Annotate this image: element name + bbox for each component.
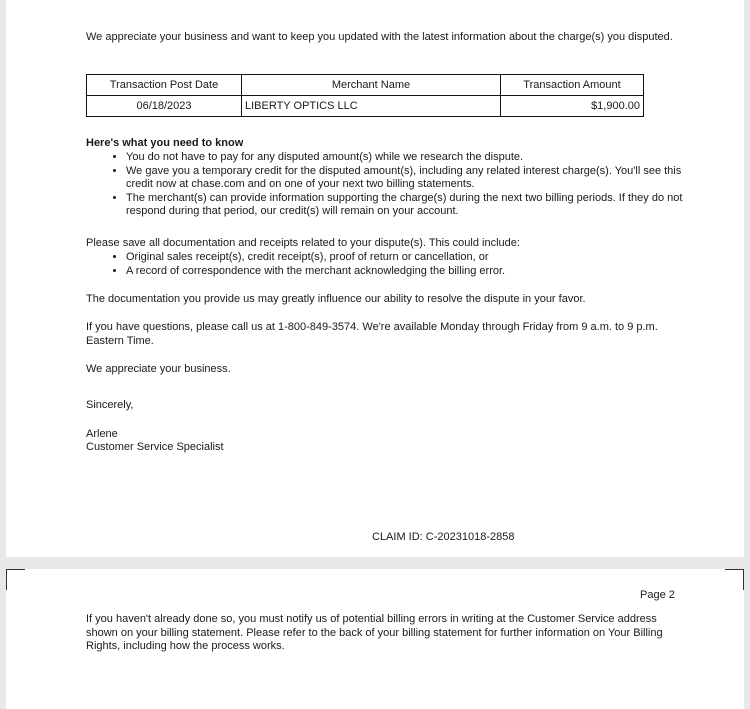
header-amount: Transaction Amount [501,75,644,96]
docs-lead: Please save all documentation and receipts related to your dispute(s). This could include: [86,237,520,249]
transaction-table [86,74,644,117]
page-corner-mark [725,569,744,590]
list-item: • The merchant(s) can provide information supporting the charge(s) during the next two billing periods. If they do not respond during that period, our credit(s) will remain on your account. [126,192,706,219]
header-post-date: Transaction Post Date [87,75,242,96]
signer-name: Arlene [86,428,118,440]
list-item: • You do not have to pay for any disputed amount(s) while we research the dispute. [126,151,706,165]
page-corner-mark [6,569,25,590]
claim-id: CLAIM ID: C-20231018-2858 [372,531,515,543]
cell-amount: $1,900.00 [501,96,644,117]
table-header-row [87,75,644,96]
questions-paragraph: If you have questions, please call us at 1-800-849-3574. We're available Monday through Friday from 9 a.m. to 9 p.m. Eastern Time. [86,321,658,347]
docs-list [106,251,706,278]
cell-post-date: 06/18/2023 [87,96,242,117]
closing: Sincerely, [86,399,134,411]
know-heading: Here's what you need to know [86,137,244,149]
signer-title: Customer Service Specialist [86,441,224,453]
table-row [87,96,644,117]
appreciate-paragraph: We appreciate your business. [86,363,231,375]
cell-merchant: LIBERTY OPTICS LLC [242,96,501,117]
header-merchant: Merchant Name [242,75,501,96]
list-item: • Original sales receipt(s), credit receipt(s), proof of return or cancellation, or [126,251,706,265]
list-item: • We gave you a temporary credit for the disputed amount(s), including any related interest charge(s). You'll see this credit now at chase.com and on one of your next two billing statements. [126,165,706,192]
billing-notice: If you haven't already done so, you must notify us of potential billing errors in writing at the Customer Service address shown on your billing statement. Please refer to the back of your billing statement for further information on Your Billing Rights, including how the process works. [86,613,663,652]
influence-paragraph: The documentation you provide us may greatly influence our ability to resolve the dispute in your favor. [86,293,586,305]
intro-paragraph: We appreciate your business and want to keep you updated with the latest information about the charge(s) you disputed. [86,31,673,43]
list-item: • A record of correspondence with the merchant acknowledging the billing error. [126,265,706,279]
know-list [106,151,706,219]
page-number: Page 2 [640,589,675,601]
